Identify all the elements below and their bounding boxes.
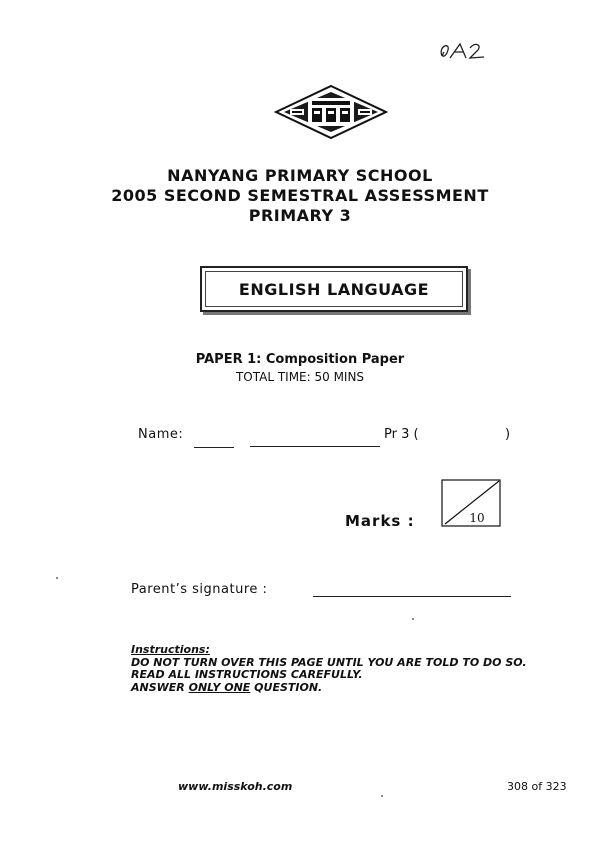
level: PRIMARY 3 (248, 206, 352, 225)
class-close-paren: ) (505, 427, 511, 442)
handwritten-note (436, 38, 496, 64)
paper-time: TOTAL TIME: 50 MINS (235, 370, 365, 384)
signature-line[interactable] (313, 596, 511, 597)
name-label: Name: (138, 427, 184, 442)
instruction-line-1: DO NOT TURN OVER THIS PAGE UNTIL YOU ARE TOLD TO DO SO. (131, 655, 527, 669)
footer-website: www.misskoh.com (178, 780, 293, 793)
speck (381, 795, 383, 797)
name-line-short[interactable] (194, 447, 234, 448)
signature-label: Parent’s signature : (131, 582, 268, 597)
school-name: NANYANG PRIMARY SCHOOL (167, 166, 433, 185)
instructions-title: Instructions: (131, 643, 210, 656)
school-logo (274, 84, 388, 140)
class-number-field[interactable] (432, 424, 498, 444)
instruction-line-2: READ ALL INSTRUCTIONS CAREFULLY. (131, 668, 363, 681)
instructions (131, 644, 551, 694)
marks-label: Marks : (345, 512, 415, 530)
marks-total: 10 (469, 511, 485, 525)
subject-box (200, 266, 468, 312)
class-label: Pr 3 ( (384, 427, 419, 442)
instruction-line-3: ANSWER ONLY ONE QUESTION. (131, 680, 323, 694)
school-heading (0, 166, 600, 226)
footer-page-number: 308 of 323 (507, 780, 567, 793)
assessment-title: 2005 SECOND SEMESTRAL ASSESSMENT (111, 186, 489, 205)
speck (56, 577, 58, 579)
name-line-long[interactable] (250, 446, 380, 447)
subject-title: ENGLISH LANGUAGE (238, 279, 430, 299)
paper-title: PAPER 1: Composition Paper (195, 352, 405, 367)
instruction-emphasis: ONLY ONE (188, 680, 251, 694)
marks-box[interactable] (441, 479, 501, 527)
speck (412, 618, 414, 620)
